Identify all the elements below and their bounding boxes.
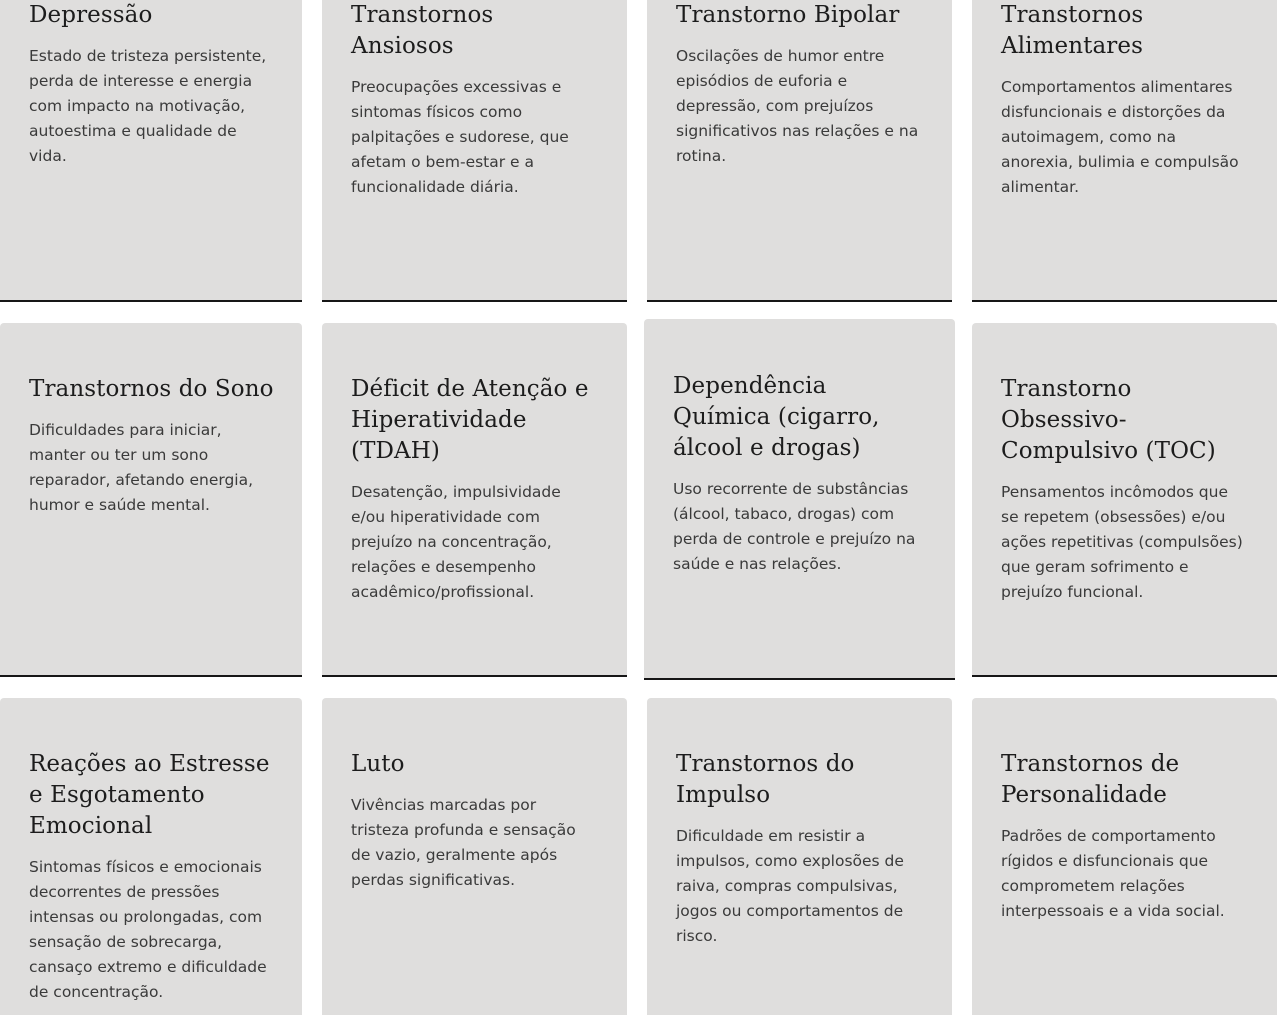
card-title: Transtornos de Personalidade (1001, 751, 1180, 808)
card-transtornos-do-sono (0, 323, 302, 677)
card-title: Luto (351, 751, 405, 777)
card-description: Padrões de comportamento rígidos e disfuncionais que comprometem relações interpessoais e a vida social. (1001, 827, 1225, 920)
card-estresse-esgotamento (0, 698, 302, 1015)
card-title: Depressão (29, 2, 153, 28)
card-description: Comportamentos alimentares disfuncionais e distorções da autoimagem, como na anorexia, bulimia e compulsão alimentar. (1001, 78, 1239, 196)
card-title: Transtorno Bipolar (676, 2, 900, 28)
card-luto (322, 698, 627, 1015)
card-title: Dependência Química (cigarro, álcool e drogas) (673, 373, 880, 461)
card-transtornos-do-impulso (647, 698, 952, 1015)
card-transtornos-alimentares (972, 0, 1277, 302)
card-depressao (0, 0, 302, 302)
card-transtornos-ansiosos (322, 0, 627, 302)
card-tdah (322, 323, 627, 677)
card-title: Déficit de Atenção e Hiperatividade (TDAH) (351, 376, 589, 464)
card-title: Transtornos do Impulso (676, 751, 855, 808)
card-title: Transtornos do Sono (29, 376, 274, 402)
card-description: Vivências marcadas por tristeza profunda e sensação de vazio, geralmente após perdas significativas. (351, 796, 576, 889)
card-description: Desatenção, impulsividade e/ou hiperatividade com prejuízo na concentração, relações e desempenho acadêmico/profissional. (351, 483, 561, 601)
card-toc (972, 323, 1277, 677)
card-description: Uso recorrente de substâncias (álcool, tabaco, drogas) com perda de controle e prejuízo na saúde e nas relações. (673, 480, 916, 573)
card-description: Oscilações de humor entre episódios de euforia e depressão, com prejuízos significativos nas relações e na rotina. (676, 47, 919, 165)
card-transtorno-bipolar (647, 0, 952, 302)
card-dependencia-quimica (644, 319, 955, 680)
card-description: Pensamentos incômodos que se repetem (obsessões) e/ou ações repetitivas (compulsões) que geram sofrimento e prejuízo funcional. (1001, 483, 1243, 601)
card-description: Dificuldades para iniciar, manter ou ter um sono reparador, afetando energia, humor e saúde mental. (29, 421, 254, 514)
card-title: Transtornos Alimentares (1001, 2, 1144, 59)
card-description: Sintomas físicos e emocionais decorrentes de pressões intensas ou prolongadas, com sensação de sobrecarga, cansaço extremo e dificuldade de concentração. (29, 858, 267, 1001)
card-description: Estado de tristeza persistente, perda de interesse e energia com impacto na motivação, autoestima e qualidade de vida. (29, 47, 267, 165)
card-description: Dificuldade em resistir a impulsos, como explosões de raiva, compras compulsivas, jogos ou comportamentos de risco. (676, 827, 904, 945)
card-description: Preocupações excessivas e sintomas físicos como palpitações e sudorese, que afetam o bem-estar e a funcionalidade diária. (351, 78, 569, 196)
card-title: Reações ao Estresse e Esgotamento Emocional (29, 751, 270, 839)
card-title: Transtorno Obsessivo-Compulsivo (TOC) (1001, 376, 1216, 464)
card-title: Transtornos Ansiosos (351, 2, 494, 59)
card-transtornos-de-personalidade (972, 698, 1277, 1015)
